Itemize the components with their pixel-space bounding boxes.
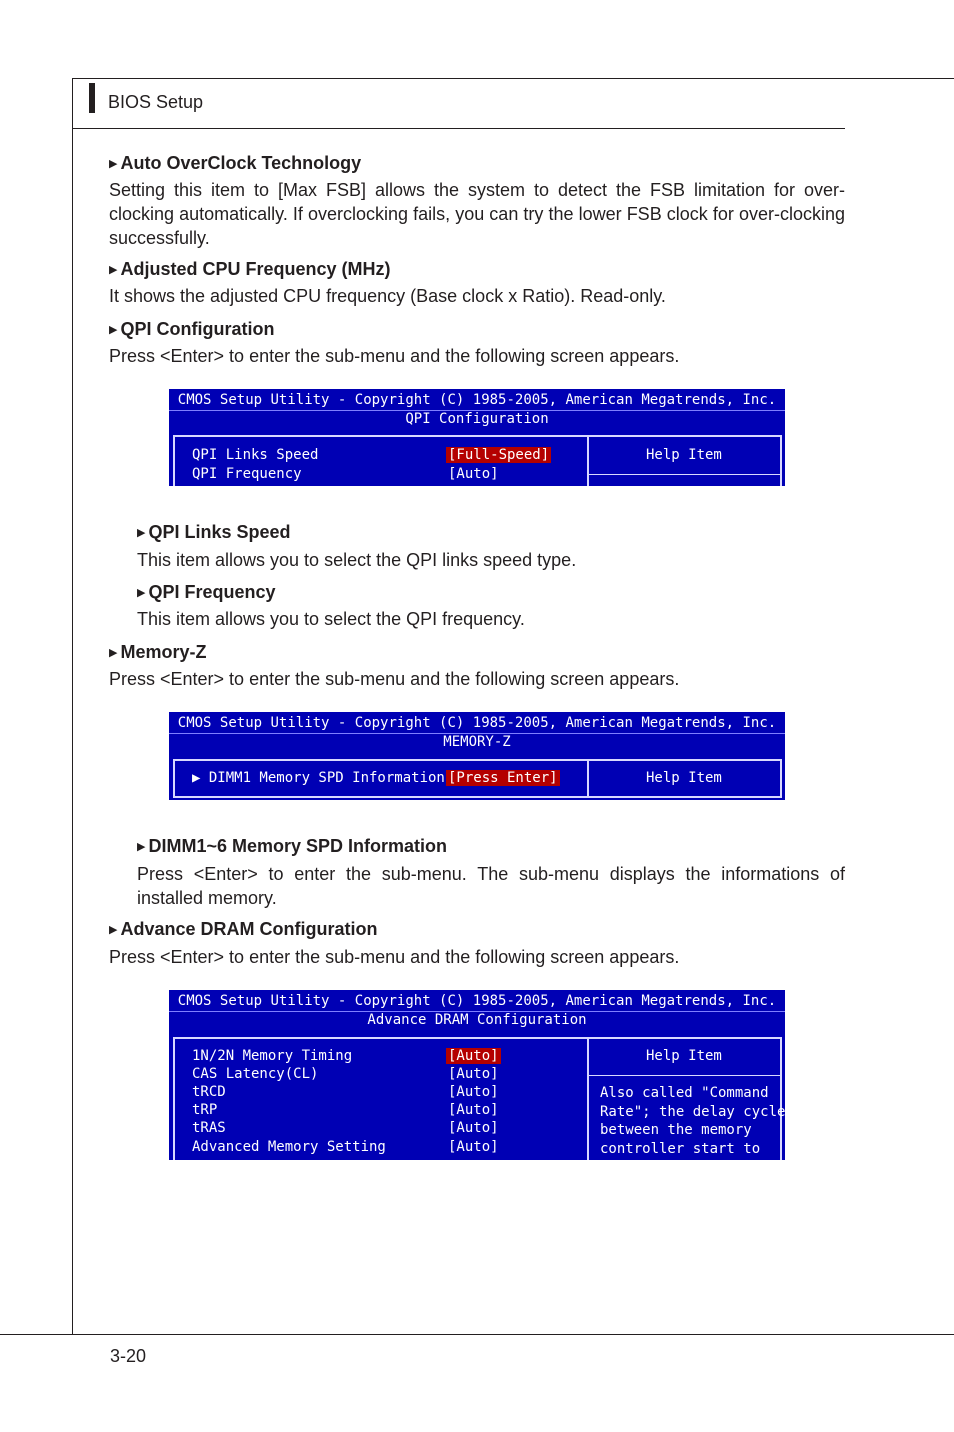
heading-advance-dram: ▶ Advance DRAM Configuration: [109, 919, 378, 939]
top-rule: [72, 78, 954, 79]
text-qpi-links-speed: This item allows you to select the QPI links speed type.: [137, 550, 577, 570]
text-adjusted-cpu-frequency: It shows the adjusted CPU frequency (Base clock x Ratio). Read-only.: [109, 286, 666, 306]
bios-screen-title: Advance DRAM Configuration: [367, 1012, 587, 1028]
bios-item-label[interactable]: ▶ DIMM1 Memory SPD Information: [192, 770, 445, 786]
text-memory-z: Press <Enter> to enter the sub-menu and the following screen appears.: [109, 669, 680, 689]
heading-qpi-links-speed: ▶ QPI Links Speed: [137, 522, 291, 542]
bios-item-value[interactable]: [Auto]: [448, 1066, 499, 1082]
heading-dimm-spd-info: ▶ DIMM1~6 Memory SPD Information: [137, 836, 448, 856]
triangle-bullet-icon: ▶: [109, 158, 118, 170]
triangle-bullet-icon: ▶: [109, 324, 118, 336]
bios-item-label[interactable]: tRCD: [192, 1084, 226, 1100]
bios-item-value[interactable]: [Auto]: [448, 1048, 499, 1064]
bios-help-divider: [589, 474, 780, 475]
bios-item-label[interactable]: tRP: [192, 1102, 218, 1118]
text-advance-dram: Press <Enter> to enter the sub-menu and the following screen appears.: [109, 947, 680, 967]
bios-help-divider: [589, 1075, 780, 1076]
triangle-bullet-icon: ▶: [109, 264, 118, 276]
left-rule: [72, 78, 73, 1335]
bios-copyright: CMOS Setup Utility - Copyright (C) 1985-2005, American Megatrends, Inc.: [177, 715, 777, 731]
bios-item-value[interactable]: [Auto]: [448, 1102, 499, 1118]
heading-qpi-frequency: ▶ QPI Frequency: [137, 582, 276, 602]
section-marker: [89, 83, 95, 113]
bios-screen-title: MEMORY-Z: [443, 734, 511, 750]
heading-auto-overclock: ▶ Auto OverClock Technology: [109, 153, 362, 173]
heading-adjusted-cpu-frequency: ▶ Adjusted CPU Frequency (MHz): [109, 259, 391, 279]
bios-copyright: CMOS Setup Utility - Copyright (C) 1985-2005, American Megatrends, Inc.: [177, 993, 777, 1009]
bios-screen-memory-z: [169, 712, 785, 800]
heading-qpi-configuration: ▶ QPI Configuration: [109, 319, 275, 339]
triangle-bullet-icon: ▶: [109, 647, 118, 659]
triangle-bullet-icon: ▶: [137, 587, 146, 599]
page-number: 3-20: [110, 1346, 147, 1366]
bios-screen-qpi-configuration: [169, 389, 785, 486]
bios-item-value[interactable]: [Auto]: [448, 1120, 499, 1136]
bios-item-value[interactable]: [Auto]: [448, 466, 499, 482]
bios-item-value[interactable]: [Press Enter]: [448, 770, 558, 786]
triangle-bullet-icon: ▶: [109, 924, 118, 936]
bios-help-title: Help Item: [646, 447, 722, 463]
bios-item-value[interactable]: [Full-Speed]: [448, 447, 550, 463]
text-qpi-configuration: Press <Enter> to enter the sub-menu and the following screen appears.: [109, 346, 680, 366]
bottom-rule: [0, 1334, 954, 1335]
bios-item-label[interactable]: tRAS: [192, 1120, 226, 1136]
bios-screen-advance-dram: [169, 990, 785, 1160]
bios-item-label[interactable]: Advanced Memory Setting: [192, 1139, 386, 1155]
triangle-bullet-icon: ▶: [137, 841, 146, 853]
bios-screen-title: QPI Configuration: [405, 411, 549, 427]
heading-memory-z: ▶ Memory-Z: [109, 642, 207, 662]
bios-item-value[interactable]: [Auto]: [448, 1139, 499, 1155]
page-section-title: BIOS Setup: [108, 92, 204, 112]
text-auto-overclock: Setting this item to [Max FSB] allows the system to detect the FSB limitation for over-clocking automatically. If overclocking fails, you can try the lower FSB clock for over-clocking successfully.: [109, 180, 845, 248]
bios-item-label[interactable]: 1N/2N Memory Timing: [192, 1048, 353, 1064]
bios-copyright: CMOS Setup Utility - Copyright (C) 1985-2005, American Megatrends, Inc.: [177, 392, 777, 408]
bios-help-text: Also called "Command Rate"; the delay cycle between the memory controller start to: [600, 1085, 785, 1157]
triangle-bullet-icon: ▶: [137, 527, 146, 539]
text-qpi-frequency: This item allows you to select the QPI frequency.: [137, 609, 525, 629]
bios-help-title: Help Item: [646, 770, 722, 786]
header-rule: [72, 128, 845, 129]
bios-help-title: Help Item: [646, 1048, 722, 1064]
bios-item-label[interactable]: CAS Latency(CL): [192, 1066, 319, 1082]
text-dimm-spd-info: Press <Enter> to enter the sub-menu. The sub-menu displays the informations of installed memory.: [137, 864, 845, 908]
bios-item-value[interactable]: [Auto]: [448, 1084, 499, 1100]
bios-item-label[interactable]: QPI Frequency: [192, 466, 302, 482]
bios-item-label[interactable]: QPI Links Speed: [192, 447, 319, 463]
